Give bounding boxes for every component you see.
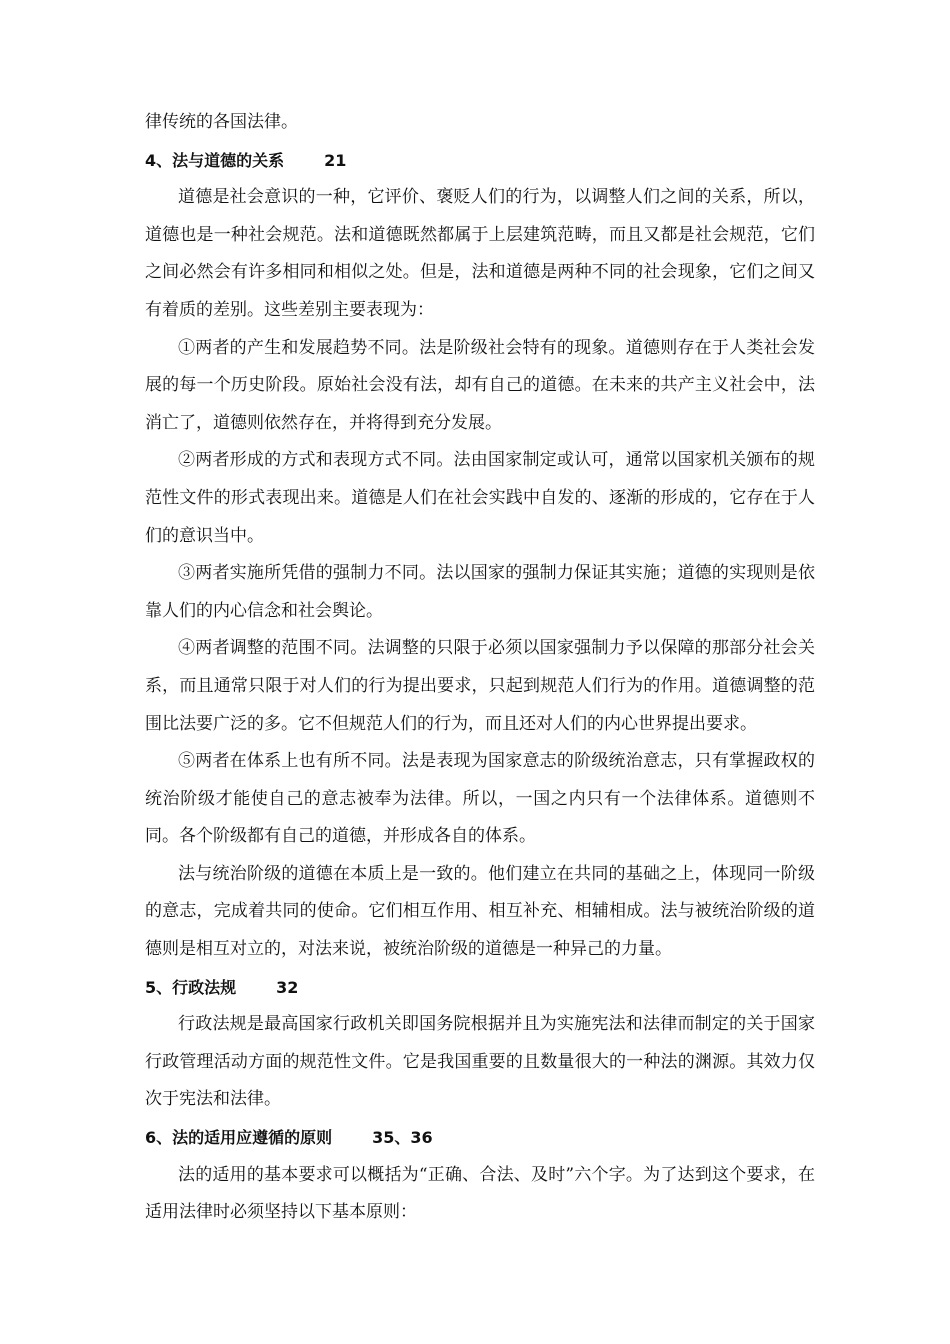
paragraph: 法与统治阶级的道德在本质上是一致的。他们建立在共同的基础之上，体现同一阶级的意志，完成着共同的使命。它们相互作用、相互补充、相辅相成。法与被统治阶级的道德则是相互对立的，对法来说，被统治阶级的道德是一种异己的力量。 (145, 863, 815, 960)
section-heading-5 (145, 969, 815, 1007)
section-title: 5、行政法规 (145, 977, 237, 997)
document-page (145, 104, 815, 1232)
paragraph: 道德是社会意识的一种，它评价、褒贬人们的行为，以调整人们之间的关系，所以，道德也是一种社会规范。法和道德既然都属于上层建筑范畴，而且又都是社会规范，它们之间必然会有许多相同和相似之处。但是，法和道德是两种不同的社会现象，它们之间又有着质的差别。这些差别主要表现为： (145, 187, 815, 320)
section-title: 6、法的适用应遵循的原则 (145, 1128, 333, 1148)
paragraph: ①两者的产生和发展趋势不同。法是阶级社会特有的现象。道德则存在于人类社会发展的每一个历史阶段。原始社会没有法，却有自己的道德。在未来的共产主义社会中，法消亡了，道德则依然存在，并将得到充分发展。 (145, 337, 815, 433)
paragraph: ③两者实施所凭借的强制力不同。法以国家的强制力保证其实施；道德的实现则是依靠人们的内心信念和社会舆论。 (145, 563, 815, 621)
section-heading-4 (145, 142, 815, 180)
paragraph: ④两者调整的范围不同。法调整的只限于必须以国家强制力予以保障的那部分社会关系，而且通常只限于对人们的行为提出要求，只起到规范人们行为的作用。道德调整的范围比法要广泛的多。它不但规范人们的行为，而且还对人们的内心世界提出要求。 (145, 638, 815, 734)
paragraph: ⑤两者在体系上也有所不同。法是表现为国家意志的阶级统治意志，只有掌握政权的统治阶级才能使自己的意志被奉为法律。所以，一国之内只有一个法律体系。道德则不同。各个阶级都有自己的道德，并形成各自的体系。 (145, 751, 815, 847)
section-page-ref: 32 (276, 977, 299, 997)
section-title: 4、法与道德的关系 (145, 150, 285, 170)
section-heading-6 (145, 1119, 815, 1157)
paragraph-continuation: 律传统的各国法律。 (145, 112, 298, 132)
section-page-ref: 35、36 (372, 1128, 433, 1148)
paragraph: 法的适用的基本要求可以概括为“正确、合法、及时”六个字。为了达到这个要求，在适用法律时必须坚持以下基本原则： (145, 1164, 815, 1223)
paragraph: ②两者形成的方式和表现方式不同。法由国家制定或认可，通常以国家机关颁布的规范性文件的形式表现出来。道德是人们在社会实践中自发的、逐渐的形成的，它存在于人们的意识当中。 (145, 450, 815, 546)
section-page-ref: 21 (324, 150, 347, 170)
paragraph: 行政法规是最高国家行政机关即国务院根据并且为实施宪法和法律而制定的关于国家行政管理活动方面的规范性文件。它是我国重要的且数量很大的一种法的渊源。其效力仅次于宪法和法律。 (145, 1014, 815, 1110)
